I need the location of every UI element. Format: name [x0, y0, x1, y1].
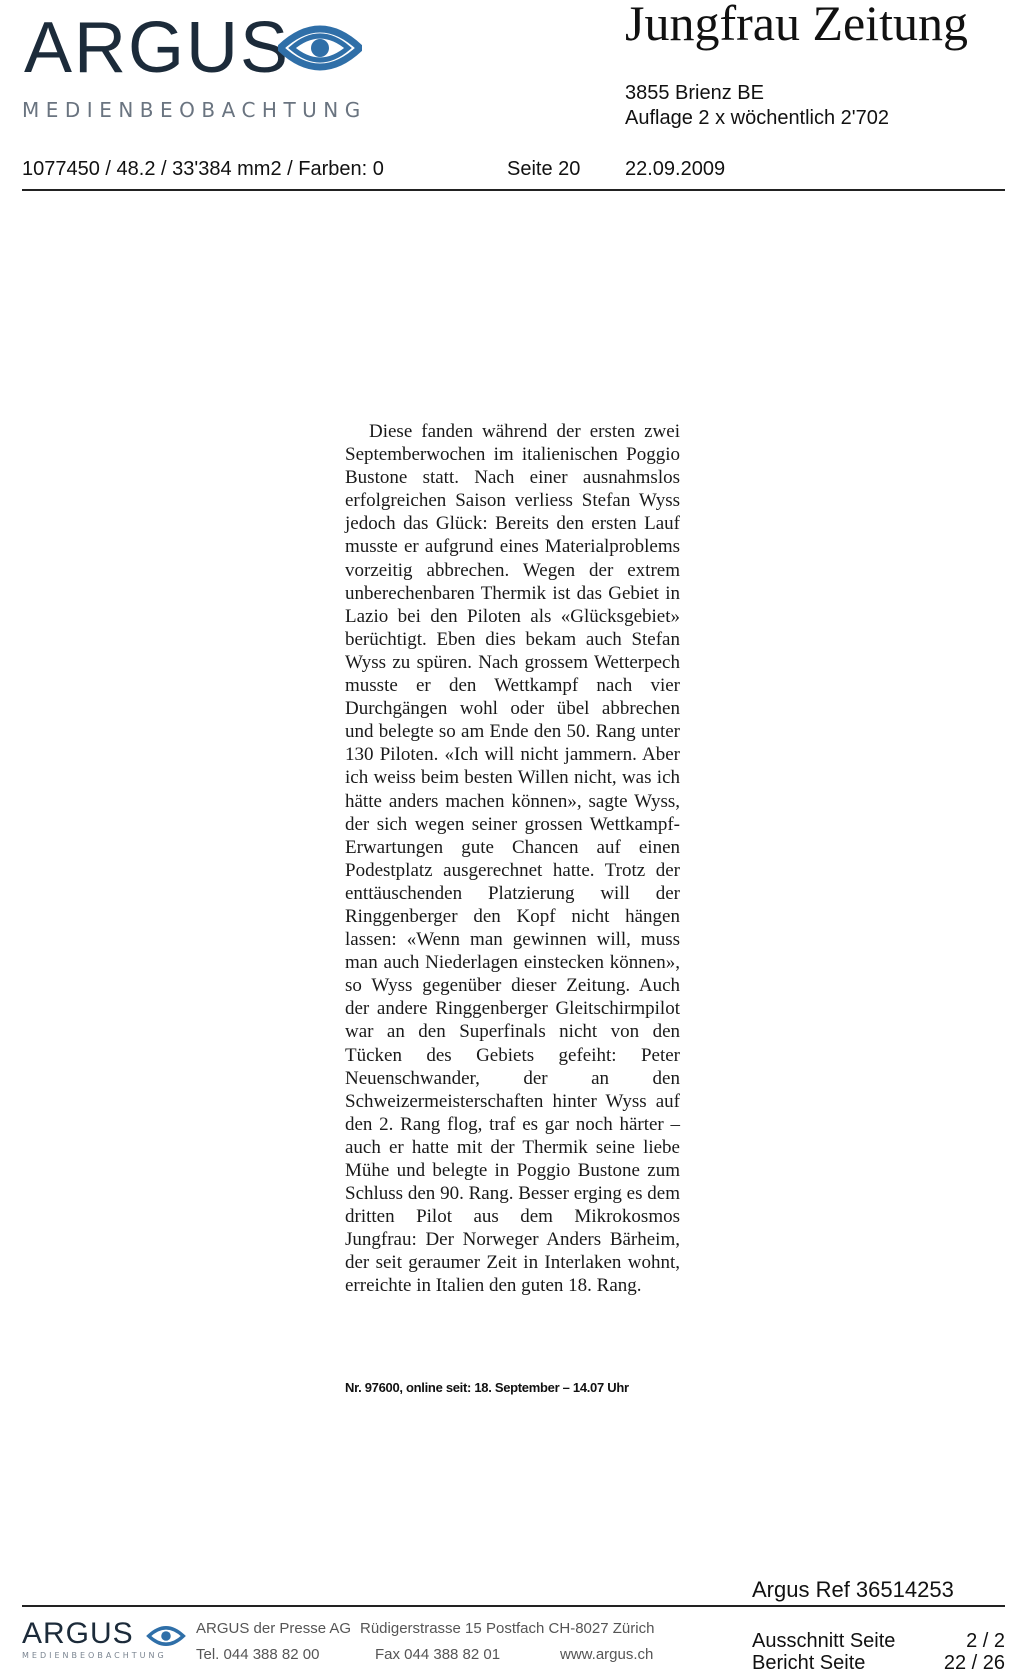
footer-logo-wordmark: ARGUS — [22, 1617, 134, 1650]
publication-title: Jungfrau Zeitung — [625, 0, 968, 51]
article-paragraph: Diese fanden während der ersten zwei Septemberwochen im italienischen Poggio Bustone statt. Nach einer ausnahmslos erfolgreichen Saison verliess Stefan Wyss jedoch das Glück: Bereits den ersten Lauf musste er aufgrund eines Materialproblems vorzeitig abbrechen. Wegen der extrem unberechenbaren Thermik ist das Gebiet in Lazio bei den Piloten als «Glücksgebiet» berüchtigt. Eben dies bekam auch Stefan Wyss zu spüren. Nach grossem Wetterpech musste er den Wettkampf nach vier Durchgängen wohl oder übel abbrechen und belegte so am Ende den 50. Rang unter 130 Piloten. «Ich will nicht jammern. Aber ich weiss beim besten Willen nicht, was ich hätte anders machen können», sagte Wyss, der sich wegen seiner grossen Wettkampf-Erwartungen gute Chancen auf einen Podestplatz ausgerechnet hatte. Trotz der enttäuschenden Platzierung will der Ringgenberger den Kopf nicht hängen lassen: «Wenn man gewinnen will, muss man auch Niederlagen einstecken können», so Wyss gegenüber dieser Zeitung. Auch der andere Ringgenberger Gleitschirmpilot war an den Superfinals nicht von den Tücken des Gebiets gefeiht: Peter Neuenschwander, der an den Schweizermeisterschaften hinter Wyss auf den 2. Rang flog, traf es gar noch härter – auch er hatte mit der Thermik seine liebe Mühe und belegte in Poggio Bustone zum Schluss den 90. Rang. Besser erging es dem dritten Pilot aus dem Mikrokosmos Jungfrau: Der Norweger Anders Bärheim, der seit geraumer Zeit in Interlaken wohnt, erreichte in Italien den guten 18. Rang. — [345, 421, 680, 1297]
header-divider — [22, 189, 1005, 191]
logo-subtitle: MEDIENBEOBACHTUNG — [22, 98, 367, 122]
report-page-value: 22 / 26 — [943, 1652, 1005, 1674]
clip-page-label: Ausschnitt Seite — [752, 1630, 896, 1652]
eye-icon — [278, 18, 362, 78]
publication-circulation: Auflage 2 x wöchentlich 2'702 — [625, 107, 889, 129]
publication-place: 3855 Brienz BE — [625, 82, 764, 104]
footer-divider — [22, 1605, 1005, 1607]
footer-argus-logo — [22, 1617, 182, 1660]
footer-street: Rüdigerstrasse 15 — [360, 1620, 482, 1637]
footer-eye-icon — [146, 1623, 186, 1649]
argus-logo — [22, 8, 367, 122]
footer-fax: Fax 044 388 82 01 — [375, 1646, 501, 1663]
article-body — [345, 420, 680, 1298]
source-note: Nr. 97600, online seit: 18. September – 14.07 Uhr — [345, 1380, 629, 1395]
publication-date: 22.09.2009 — [625, 158, 726, 180]
clip-page-value: 2 / 2 — [966, 1630, 1005, 1652]
footer-logo-subtitle: MEDIENBEOBACHTUNG — [22, 1651, 167, 1660]
footer-tel: Tel. 044 388 82 00 — [196, 1646, 320, 1663]
footer-postbox: Postfach CH-8027 Zürich — [486, 1620, 655, 1637]
page-number: Seite 20 — [507, 158, 581, 180]
footer-company: ARGUS der Presse AG — [196, 1620, 352, 1637]
logo-wordmark: ARGUS — [24, 8, 291, 88]
argus-reference: Argus Ref 36514253 — [752, 1577, 954, 1602]
footer-web[interactable]: www.argus.ch — [560, 1646, 654, 1663]
report-page-label: Bericht Seite — [752, 1652, 866, 1674]
clip-meta: 1077450 / 48.2 / 33'384 mm2 / Farben: 0 — [22, 158, 384, 180]
